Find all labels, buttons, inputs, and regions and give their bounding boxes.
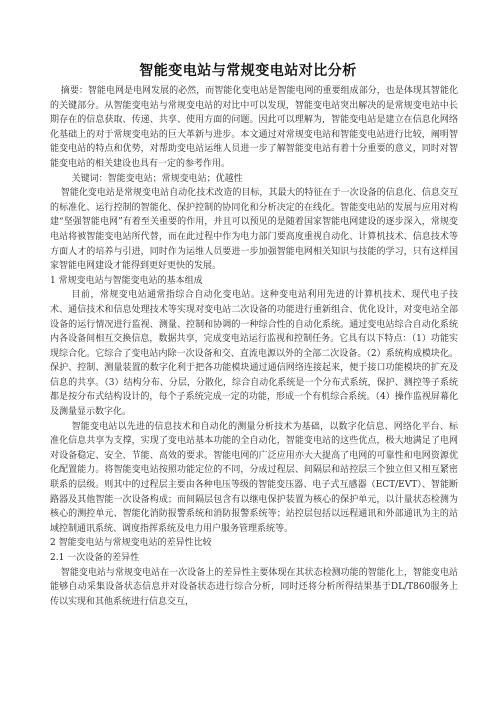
document-body <box>50 84 458 609</box>
body-paragraph: 智能变电站与常规变电站在一次设备上的差异性主要体现在其状态检测功能的智能化上，智能变电站能够自动采集设备状态信息并对设备状态进行综合分析，同时还将分析所得结果基于DL/T860服务上传以实现和其他系统进行信息交互， <box>50 567 458 607</box>
body-paragraph: 智能变电站以先进的信息技术和自动化的测量分析技术为基础，以数字化信息、网络化平台、标准化信息共享为支撑，实现了变电站基本功能的全自动化，智能变电站的这些优点，极大地满足了电网对设备稳定、安全、节能、高效的要求。智能电网的广泛应用亦大大提高了电网的可靠性和电网资源优化配置能力。将智能变电站按照功能定位的不同，分成过程层、间隔层和站控层三个独立但又相互紧密联系的层级。则其中的过程层主要由各种电压等级的智能变压器、电子式互感器（ECT/EVT）、智能断路器及其他智能一次设备构成；而间隔层包含有以继电保护装置为核心的保护单元，以计量状态检测为核心的测控单元、智能化消防报警系统和消防报警系统等；站控层包括以远程通讯和外部通讯为主的站域控制通讯系统、调度指挥系统及电力用户服务管理系统等。 <box>50 421 458 534</box>
body-paragraph: 目前，常规变电站通常指综合自动化变电站。这种变电站利用先进的计算机技术、现代电子技术、通信技术和信息处理技术等实现对变电站二次设备的功能进行重新组合、优化设计，对变电站全部设备的运行情况进行监视、测量、控制和协调的一种综合性的自动化系统。通过变电站综合自动化系统内各设备间相互交换信息，数据共享，完成变电站运行监视和控制任务。它具有以下特点：（1）功能实现综合化。它综合了变电站内除一次设备和交、直流电源以外的全部二次设备。（2）系统构成模块化。保护、控制、测量装置的数字化利于把各功能模块通过通信网络连接起来，便于接口功能模块的扩充及信息的共享。（3）结构分布、分层，分散化，综合自动化系统是一个分布式系统，保护、测控等子系统都是按分布式结构设计的，每个子系统完成一定的功能，形成一个有机综合系统。（4）操作监视屏幕化及测量显示数字化。 <box>50 290 458 418</box>
page-title: 智能变电站与常规变电站对比分析 <box>139 63 357 79</box>
keywords-paragraph: 关键词：智能变电站；常规变电站；优越性 <box>71 173 243 184</box>
abstract-paragraph: 摘要：智能电网是电网发展的必然，而智能化变电站是智能电网的重要组成部分，也是体现其智能化的关键部分。从智能变电站与常规变电站的对比中可以发现，智能变电站突出解决的是常规变电站中长期存在的信息获取、传递、共享、使用方面的问题。因此可以理解为，智能变电站是建立在信息化网络化基础上的对于常规变电站的巨大革新与进步。本文通过对常规变电站和智能变电站进行比较，阐明智能变电站的特点和优势，对帮助变电站运维人员进一步了解智能变电站有着十分重要的意义，同时对智能变电站的相关建设也具有一定的参考作用。 <box>50 86 458 169</box>
subsection-heading-2-1: 2.1 一次设备的差异性 <box>50 553 140 563</box>
intro-paragraph: 智能化变电站是常规变电站自动化技术改造的目标，其最大的特征在于一次设备的信息化、信息交互的标准化、运行控制的智能化、保护控制的协同化和分析决定的在线化。智能变电站的发展与应用对构建“坚强智能电网”有着至关重要的作用，并且可以预见的是随着国家智能电网建设的逐步深入，常规变电站将被智能变电站所代替，而在此过程中作为电力部门要高度重视自动化、计算机技术、信息技术等方面人才的培养与引进，同时作为运维人员要进一步加强智能电网相关知识与技能的学习，只有这样国家智能电网建设才能得到更好更快的发展。 <box>50 188 458 272</box>
section-heading-2: 2 智能变电站与常规变电站的差异性比较 <box>50 538 212 549</box>
section-heading-1: 1 常规变电站与智能变电站的基本组成 <box>50 275 203 286</box>
